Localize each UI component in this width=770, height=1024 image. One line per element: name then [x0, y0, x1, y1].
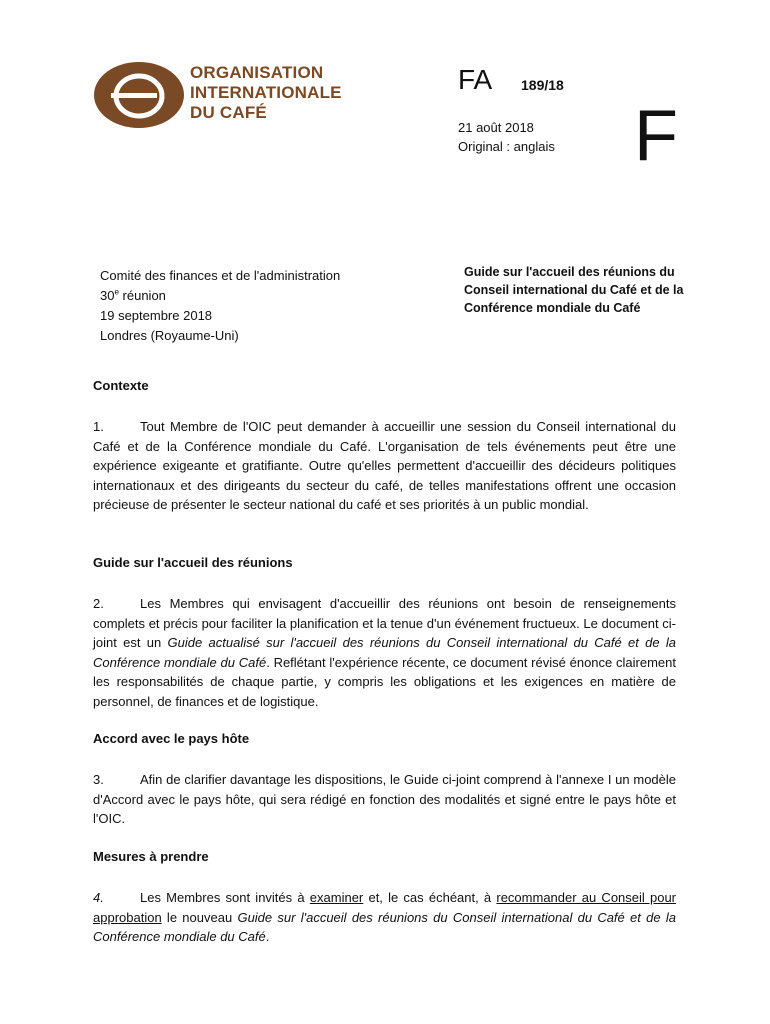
committee-name: Comité des finances et de l'administration: [100, 268, 341, 283]
paragraph-3: [93, 770, 676, 829]
oic-emblem-icon: [93, 60, 185, 130]
heading-guide: Guide sur l'accueil des réunions: [93, 555, 293, 570]
paragraph-text: Afin de clarifier davantage les dispositions, le Guide ci-joint comprend à l'annexe I un modèle d'Accord avec le pays hôte, qui sera rédigé en fonction des modalités et signé entre le pays hôte et l'OIC.: [93, 772, 676, 826]
heading-action: Mesures à prendre: [93, 849, 209, 864]
paragraph-text: et, le cas échéant, à: [363, 890, 497, 905]
paragraph-text: Les Membres qui envisagent d'accueillir des réunions ont besoin de renseignements complets et précis pour faciliter la planification et la tenue d'un événement fructueux. Le document ci-joint est un: [93, 596, 676, 650]
paragraph-text: Tout Membre de l'OIC peut demander à accueillir une session du Conseil international du Café et de la Conférence mondiale du Café. L'organisation de tels événements peut être une expérience exigeante et gratifiante. Outre qu'elles permettent d'accueillir des décideurs politiques internationaux et des dirigeants du secteur du café, de telles manifestations offrent une occasion précieuse de présenter le secteur national du café et ses priorités à un public mondial.: [93, 419, 676, 512]
logo-line-1: ORGANISATION: [190, 63, 324, 82]
heading-agreement: Accord avec le pays hôte: [93, 731, 250, 746]
doc-number: 189/18: [521, 77, 564, 93]
oic-logo: [93, 60, 368, 130]
action-recommend: recommander au Conseil pour approbation: [93, 890, 677, 925]
committee-session: [100, 286, 340, 306]
paragraph-number: 4.: [93, 890, 104, 905]
committee-place: Londres (Royaume-Uni): [100, 328, 239, 343]
logo-wordmark: [190, 63, 342, 123]
doc-original-language: Original : anglais: [458, 139, 555, 154]
doc-date-block: [458, 118, 555, 156]
paragraph-number: 1.: [93, 419, 104, 434]
action-examine: examiner: [309, 890, 364, 905]
paragraph-text: . Reflétant l'expérience récente, ce document révisé énonce clairement les responsabilités de chaque partie, y compris les obligations et les exigences en matière de personnel, de finances et de logistique.: [93, 654, 676, 709]
paragraph-number: 2.: [93, 596, 104, 611]
paragraph-number: 3.: [93, 772, 104, 787]
session-number: 30: [100, 288, 115, 303]
session-word: réunion: [118, 288, 166, 303]
paragraph-text: .: [265, 929, 270, 944]
heading-context: Contexte: [93, 378, 149, 393]
language-letter: F: [634, 96, 678, 176]
guide-title-reference: Guide sur l'accueil des réunions du Conseil international du Café et de la Conférence mondiale du Café: [93, 909, 676, 944]
document-title: Guide sur l'accueil des réunions du Conseil international du Café et de la Conférence mondiale du Café: [464, 265, 684, 315]
doc-date: 21 août 2018: [458, 120, 534, 135]
guide-title-reference: Guide actualisé sur l'accueil des réunions du Conseil international du Café et de la Conférence mondiale du Café: [93, 635, 676, 670]
logo-line-3: DU CAFÉ: [190, 103, 267, 122]
paragraph-text: le nouveau: [161, 909, 238, 925]
committee-date: 19 septembre 2018: [100, 308, 213, 323]
paragraph-4: [93, 888, 676, 947]
doc-series: FA: [458, 64, 493, 95]
paragraph-text: Les Membres sont invités à: [140, 890, 310, 905]
session-suffix: e: [114, 287, 119, 297]
committee-block: [100, 266, 340, 346]
paragraph-2: [93, 594, 676, 711]
logo-line-2: INTERNATIONALE: [190, 83, 342, 102]
paragraph-1: [93, 417, 676, 515]
